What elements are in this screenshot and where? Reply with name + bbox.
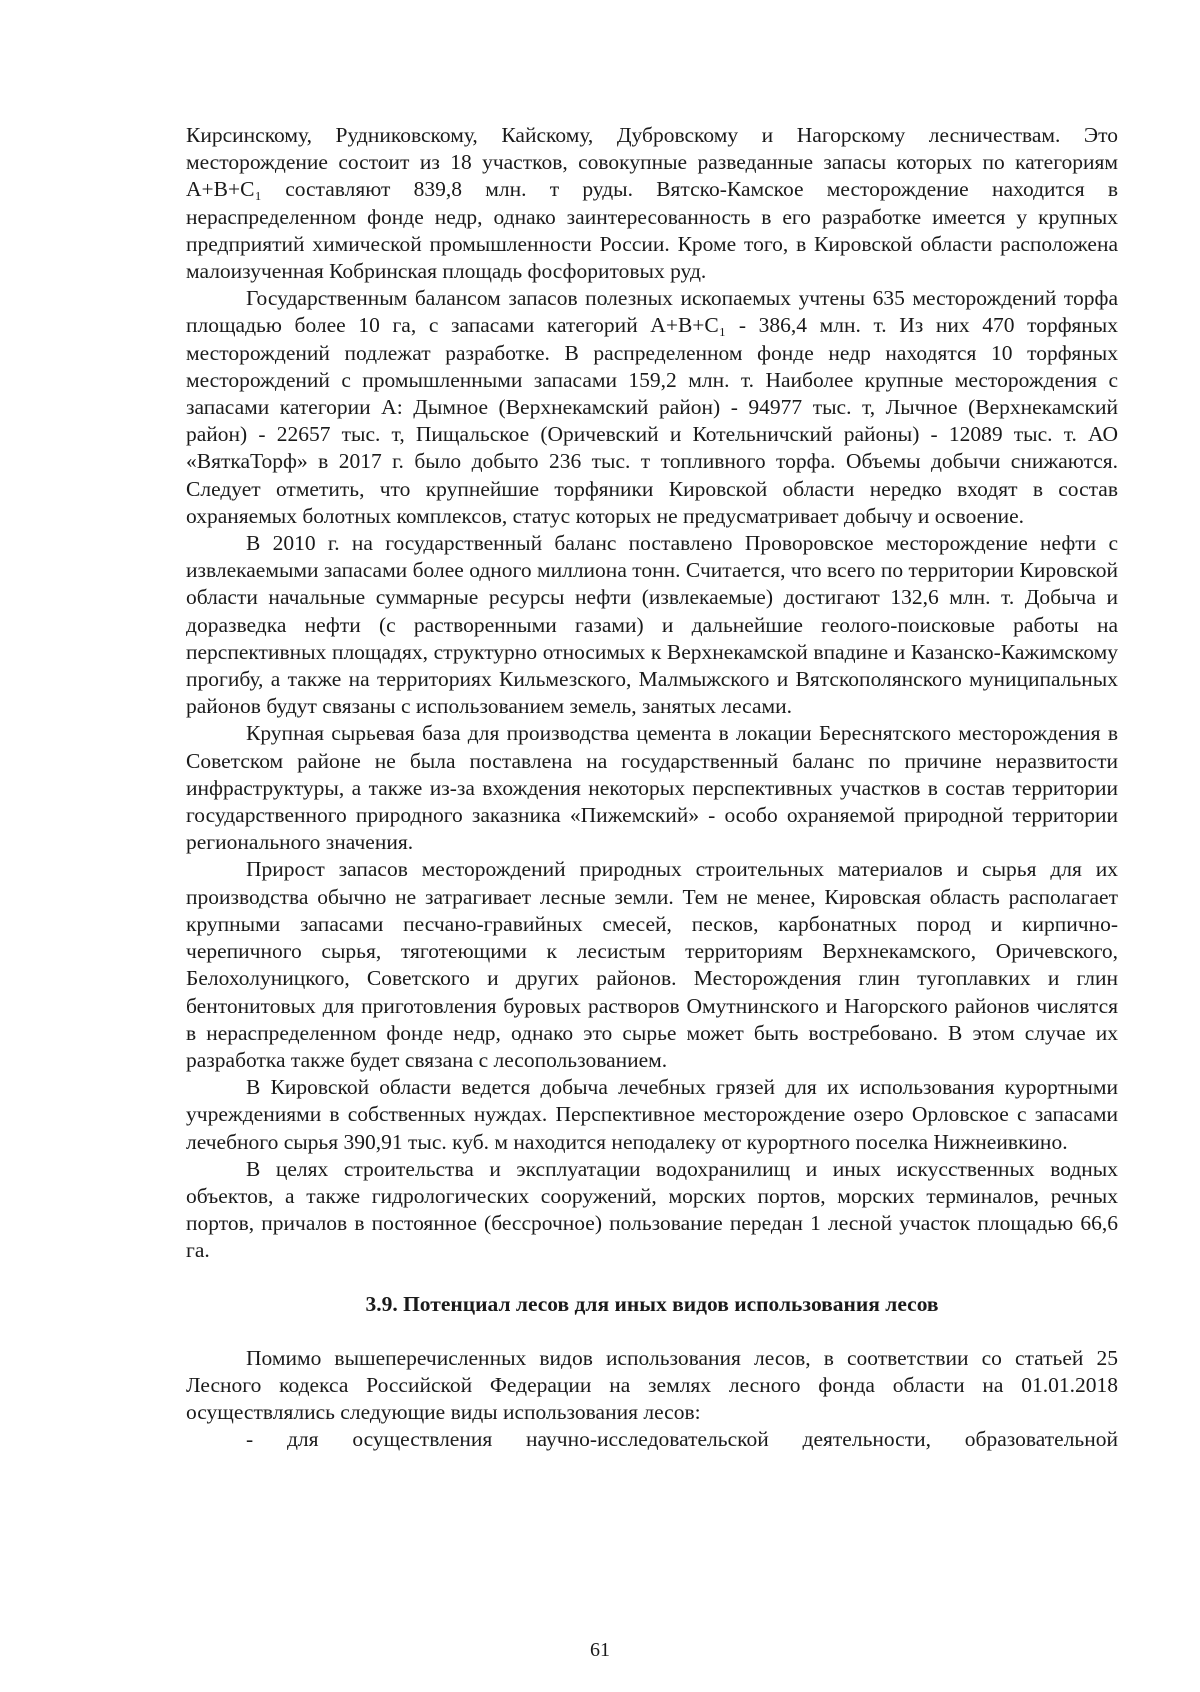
paragraph: В Кировской области ведется добыча лечебных грязей для их использования курортными учреждениями в собственных нуждах. Перспективное месторождение озеро Орловское с запасами лечебного сырья 390,91 тыс. куб. м находится неподалеку от курортного поселка Нижнеивкино. xyxy=(186,1075,1118,1154)
paragraph: Кирсинскому, Рудниковскому, Кайскому, Дубровскому и Нагорскому лесничествам. Это месторождение состоит из 18 участков, совокупные разведанные запасы которых по категориям А+В+С₁ составляют 839,8 млн. т руды. Вятско-Камское месторождение находится в нераспределенном фонде недр, однако заинтересованность в его разработке имеется у крупных предприятий химической промышленности России. Кроме того, в Кировской области расположена малоизученная Кобринская площадь фосфоритовых руд. xyxy=(186,123,1118,284)
list-item: - для осуществления научно-исследовательской деятельности, образовательной xyxy=(246,1427,1118,1452)
paragraph: Крупная сырьевая база для производства цемента в локации Береснятского месторождения в Советском районе не была поставлена на государственный баланс по причине неразвитости инфраструктуры, а также из-за вхождения некоторых перспективных участков в состав территории государственного природного заказника «Пижемский» - особо охраняемой природной территории регионального значения. xyxy=(186,721,1118,855)
paragraph: Государственным балансом запасов полезных ископаемых учтены 635 месторождений торфа площадью более 10 га, с запасами категорий А+В+С₁ - 386,4 млн. т. Из них 470 торфяных месторождений подлежат разработке. В распределенном фонде недр находятся 10 торфяных месторождений с промышленными запасами 159,2 млн. т. Наиболее крупные месторождения с запасами категории А: Дымное (Верхнекамский район) - 94977 тыс. т, Лычное (Верхнекамский район) - 22657 тыс. т, Пищальское (Оричевский и Котельничский районы) - 12089 тыс. т. АО «ВяткаТорф» в 2017 г. было добыто 236 тыс. т топливного торфа. Объемы добычи снижаются. Следует отметить, что крупнейшие торфяники Кировской области нередко входят в состав охраняемых болотных комплексов, статус которых не предусматривает добычу и освоение. xyxy=(186,286,1118,528)
page-number: 61 xyxy=(590,1639,610,1661)
page-body xyxy=(186,122,1118,1454)
paragraph: Прирост запасов месторождений природных строительных материалов и сырья для их производства обычно не затрагивает лесные земли. Тем не менее, Кировская область располагает крупными запасами песчано-гравийных смесей, песков, карбонатных пород и кирпично-черепичного сырья, тяготеющими к лесистым территориям Верхнекамского, Оричевского, Белохолуницкого, Советского и других районов. Месторождения глин тугоплавких и глин бентонитовых для приготовления буровых растворов Омутнинского и Нагорского районов числятся в нераспределенном фонде недр, однако это сырье может быть востребовано. В этом случае их разработка также будет связана с лесопользованием. xyxy=(186,857,1118,1072)
paragraph: В 2010 г. на государственный баланс поставлено Проворовское месторождение нефти с извлекаемыми запасами более одного миллиона тонн. Считается, что всего по территории Кировской области начальные суммарные ресурсы нефти (извлекаемые) достигают 132,6 млн. т. Добыча и доразведка нефти (с растворенными газами) и дальнейшие геолого-поисковые работы на перспективных площадях, структурно относимых к Верхнекамской впадине и Казанско-Кажимскому прогибу, а также на территориях Кильмезского, Малмыжского и Вятскополянского муниципальных районов будут связаны с использованием земель, занятых лесами. xyxy=(186,531,1118,719)
section-title: 3.9. Потенциал лесов для иных видов использования лесов xyxy=(365,1291,939,1316)
paragraph: Помимо вышеперечисленных видов использования лесов, в соответствии со статьей 25 Лесного кодекса Российской Федерации на землях лесного фонда области на 01.01.2018 осуществлялись следующие виды использования лесов: xyxy=(186,1345,1118,1425)
paragraph: В целях строительства и эксплуатации водохранилищ и иных искусственных водных объектов, а также гидрологических сооружений, морских портов, морских терминалов, речных портов, причалов в постоянное (бессрочное) пользование передан 1 лесной участок площадью 66,6 га. xyxy=(186,1156,1118,1263)
